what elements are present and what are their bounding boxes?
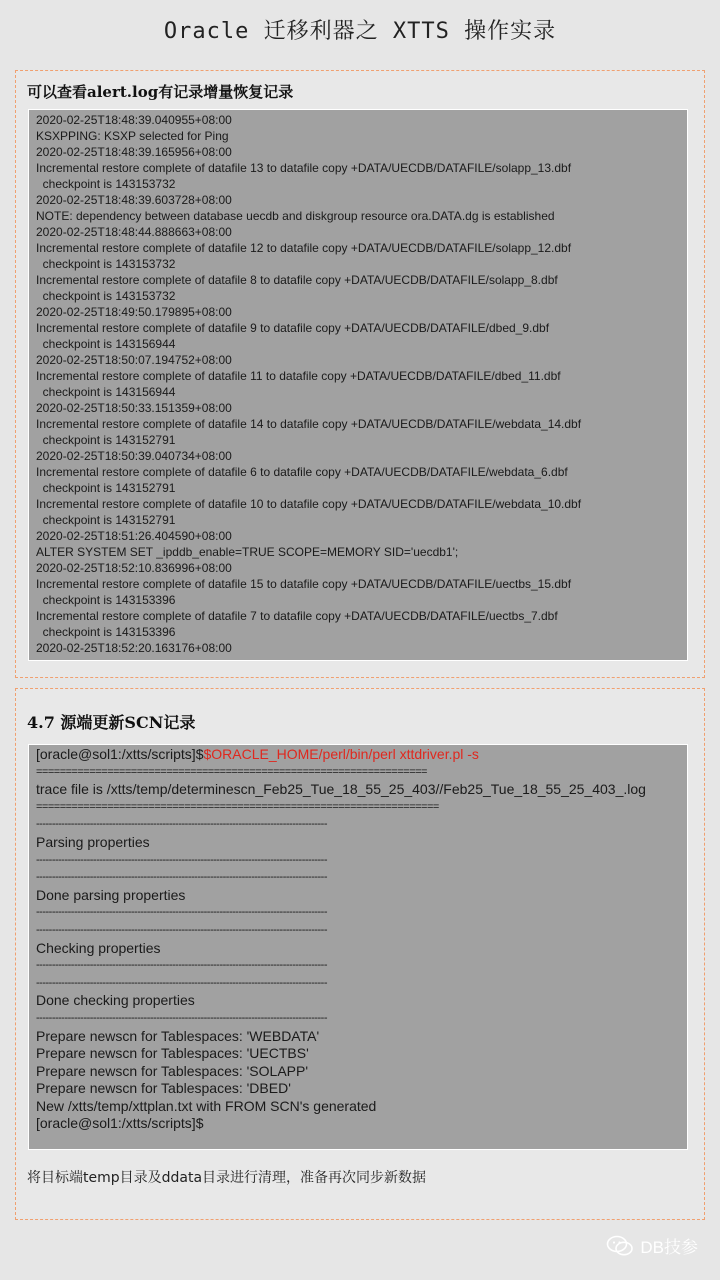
log-line: NOTE: dependency between database uecdb and diskgroup resource ora.DATA.dg is established	[36, 209, 555, 223]
separator-line: ====================================================================	[36, 800, 439, 813]
output-line: New /xtts/temp/xttplan.txt with FROM SCN's generated	[36, 1097, 377, 1114]
log-line: Incremental restore complete of datafile 6 to datafile copy +DATA/UECDB/DATAFILE/webdata_6.dbf	[36, 465, 568, 479]
log-line: 2020-02-25T18:48:44.888663+08:00	[36, 225, 232, 239]
log-line: 2020-02-25T18:48:39.165956+08:00	[36, 145, 232, 159]
log-line: checkpoint is 143153396	[36, 593, 176, 607]
separator-line: --------------------------------------------------------------------------------------------	[36, 1011, 328, 1024]
log-line: checkpoint is 143152791	[36, 513, 176, 527]
shell-prompt: [oracle@sol1:/xtts/scripts]$	[36, 746, 204, 762]
wechat-icon	[606, 1235, 634, 1257]
log-line: 2020-02-25T18:52:10.836996+08:00	[36, 561, 232, 575]
separator-line: ==================================================================	[36, 765, 427, 778]
log-line: Incremental restore complete of datafile 15 to datafile copy +DATA/UECDB/DATAFILE/uectbs_15.dbf	[36, 577, 572, 591]
output-line: Parsing properties	[36, 833, 150, 850]
output-line: Checking properties	[36, 939, 161, 956]
log-line: Incremental restore complete of datafile 14 to datafile copy +DATA/UECDB/DATAFILE/webdata_14.dbf	[36, 417, 582, 431]
log-line: Incremental restore complete of datafile 11 to datafile copy +DATA/UECDB/DATAFILE/dbed_11.dbf	[36, 369, 561, 383]
log-line: Incremental restore complete of datafile 10 to datafile copy +DATA/UECDB/DATAFILE/webdata_10.dbf	[36, 497, 582, 511]
watermark	[606, 1233, 698, 1258]
command-line	[36, 746, 687, 764]
output-line: Prepare newscn for Tablespaces: 'UECTBS'	[36, 1045, 309, 1062]
log-line: 2020-02-25T18:50:33.151359+08:00	[36, 401, 232, 415]
log-line: ALTER SYSTEM SET _ipddb_enable=TRUE SCOPE=MEMORY SID='uecdb1';	[36, 545, 459, 559]
output-line: Prepare newscn for Tablespaces: 'WEBDATA'	[36, 1027, 320, 1044]
log-line: 2020-02-25T18:48:39.040955+08:00	[36, 113, 232, 127]
log-line: checkpoint is 143156944	[36, 385, 176, 399]
log-line: 2020-02-25T18:50:39.040734+08:00	[36, 449, 232, 463]
output-line: Done checking properties	[36, 992, 195, 1009]
log-line: checkpoint is 143153732	[36, 177, 176, 191]
log-line: Incremental restore complete of datafile 9 to datafile copy +DATA/UECDB/DATAFILE/dbed_9.dbf	[36, 321, 550, 335]
shell-command: $ORACLE_HOME/perl/bin/perl xttdriver.pl -s	[203, 746, 479, 762]
log-line: checkpoint is 143153732	[36, 257, 176, 271]
log-line: KSXPPING: KSXP selected for Ping	[36, 129, 229, 143]
separator-line: --------------------------------------------------------------------------------------------	[36, 853, 328, 866]
log-line: Incremental restore complete of datafile 12 to datafile copy +DATA/UECDB/DATAFILE/solapp_12.dbf	[36, 241, 572, 255]
log-line: 2020-02-25T18:50:07.194752+08:00	[36, 353, 232, 367]
section-heading: 4.7 源端更新SCN记录	[27, 713, 196, 732]
separator-line: --------------------------------------------------------------------------------------------	[36, 976, 328, 989]
log-line: checkpoint is 143156944	[36, 337, 176, 351]
separator-line: --------------------------------------------------------------------------------------------	[36, 959, 328, 972]
alert-log-section	[15, 70, 705, 678]
separator-line: --------------------------------------------------------------------------------------------	[36, 923, 328, 936]
log-line: checkpoint is 143152791	[36, 433, 176, 447]
log-line: 2020-02-25T18:52:20.163176+08:00	[36, 641, 232, 655]
output-line: Prepare newscn for Tablespaces: 'SOLAPP'	[36, 1062, 309, 1079]
log-line: 2020-02-25T18:48:39.603728+08:00	[36, 193, 232, 207]
alert-log-box	[28, 109, 688, 661]
log-line: checkpoint is 143153732	[36, 289, 176, 303]
separator-line: --------------------------------------------------------------------------------------------	[36, 871, 328, 884]
cleanup-note: 将目标端temp目录及ddata目录进行清理，准备再次同步新数据	[27, 1170, 427, 1186]
trace-file-line: trace file is /xtts/temp/determinescn_Feb25_Tue_18_55_25_403//Feb25_Tue_18_55_25_403_.log	[36, 781, 646, 798]
output-line: Done parsing properties	[36, 886, 186, 903]
log-line: Incremental restore complete of datafile 7 to datafile copy +DATA/UECDB/DATAFILE/uectbs_7.dbf	[36, 609, 558, 623]
scn-update-section	[15, 688, 705, 1220]
watermark-text: DB技参	[640, 1238, 698, 1257]
log-line: checkpoint is 143152791	[36, 481, 176, 495]
separator-line: --------------------------------------------------------------------------------------------	[36, 906, 328, 919]
output-line: Prepare newscn for Tablespaces: 'DBED'	[36, 1080, 291, 1097]
log-line: 2020-02-25T18:51:26.404590+08:00	[36, 529, 232, 543]
shell-prompt: [oracle@sol1:/xtts/scripts]$	[36, 1115, 204, 1132]
terminal-output-box	[28, 744, 688, 1150]
log-line: Incremental restore complete of datafile 13 to datafile copy +DATA/UECDB/DATAFILE/solapp_13.dbf	[36, 161, 572, 175]
page-title: Oracle 迁移利器之 XTTS 操作实录	[163, 19, 557, 44]
section-heading: 可以查看alert.log有记录增量恢复记录	[27, 83, 294, 101]
log-line: Incremental restore complete of datafile 8 to datafile copy +DATA/UECDB/DATAFILE/solapp_8.dbf	[36, 273, 558, 287]
log-line: 2020-02-25T18:49:50.179895+08:00	[36, 305, 232, 319]
log-line: checkpoint is 143153396	[36, 625, 176, 639]
separator-line: --------------------------------------------------------------------------------------------	[36, 818, 328, 831]
